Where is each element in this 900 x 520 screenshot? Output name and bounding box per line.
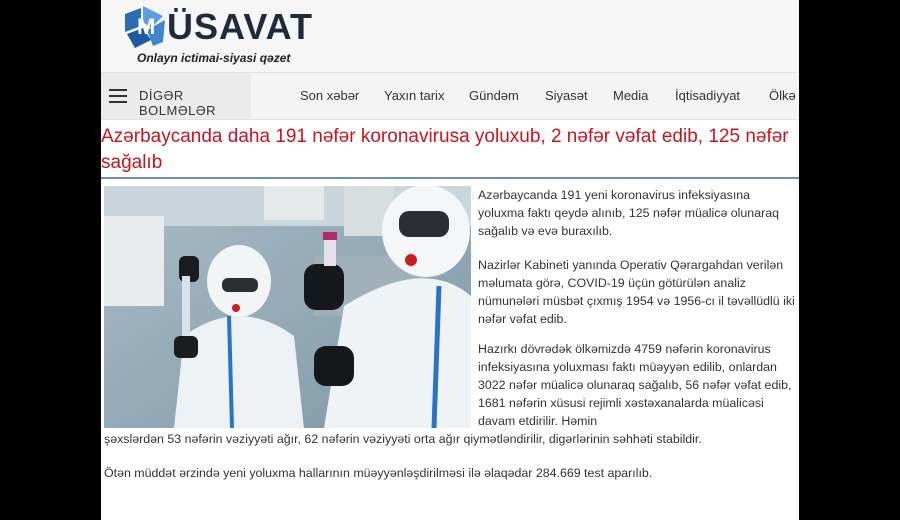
brand-tagline: Onlayn ictimai-siyasi qəzet	[137, 51, 291, 65]
brand-name[interactable]: ÜSAVAT	[167, 6, 313, 47]
main-nav	[101, 72, 799, 120]
article-photo	[104, 186, 471, 428]
nav-item-country[interactable]: Ölkə	[769, 88, 796, 103]
headline-divider	[101, 177, 799, 179]
other-sections-label[interactable]: DİGƏR BOLMƏLƏR	[139, 88, 217, 118]
article-paragraph: Nazirlər Kabineti yanında Operativ Qərargahdan verilən məlumata görə, COVID-19 üçün götürülən analiz nümunələri müsbət çıxmış 1954 və 1956-cı il təvəllüdlü iki nəfər vəfat edib.	[478, 258, 795, 326]
article-headline[interactable]: Azərbaycanda daha 191 nəfər koronavirusa yoluxub, 2 nəfər vəfat edib, 125 nəfər sağalıb	[101, 126, 789, 173]
nav-item-media[interactable]: Media	[613, 88, 649, 103]
nav-item-economy[interactable]: İqtisadiyyat	[675, 88, 741, 103]
article-paragraph: Ötən müddət ərzində yeni yoluxma hallarının müəyyənləşdirilməsi ilə əlaqədar 284.669 test aparılıb.	[104, 466, 653, 480]
svg-text:M: M	[137, 14, 156, 39]
nav-item-agenda[interactable]: Gündəm	[469, 88, 519, 103]
other-sections-menu[interactable]	[101, 73, 251, 119]
nav-item-latest-news[interactable]: Son xəbər	[300, 88, 360, 103]
article-paragraph: şəxslərdən 53 nəfərin vəziyyəti ağır, 62 nəfərin vəziyyəti orta ağır qiymətləndirilir, digərlərinin səhhəti stabildir.	[104, 432, 702, 446]
nav-item-recent-history[interactable]: Yaxın tarix	[384, 88, 445, 103]
hamburger-menu-icon[interactable]	[109, 89, 127, 103]
logo-mark-icon[interactable]	[121, 4, 167, 50]
article-paragraph: Hazırkı dövrədək ölkəmizdə 4759 nəfərin koronavirus infeksiyasına yoluxması faktı müəyyən edilib, onlardan 3022 nəfər müalicə olunaraq sağalıb, 56 nəfər vəfat edib, 1681 nəfərin xüsusi rejimli xəstəxanalarda müalicəsi davam etdirilir. Həmin	[478, 342, 792, 428]
nav-item-politics[interactable]: Siyasət	[545, 88, 588, 103]
page	[101, 0, 799, 520]
masthead	[101, 0, 799, 72]
article-paragraph: Azərbaycanda 191 yeni koronavirus infeksiyasına yoluxma faktı qeydə alınıb, 125 nəfər müalicə olunaraq sağalıb və evə buraxılıb.	[478, 188, 779, 238]
